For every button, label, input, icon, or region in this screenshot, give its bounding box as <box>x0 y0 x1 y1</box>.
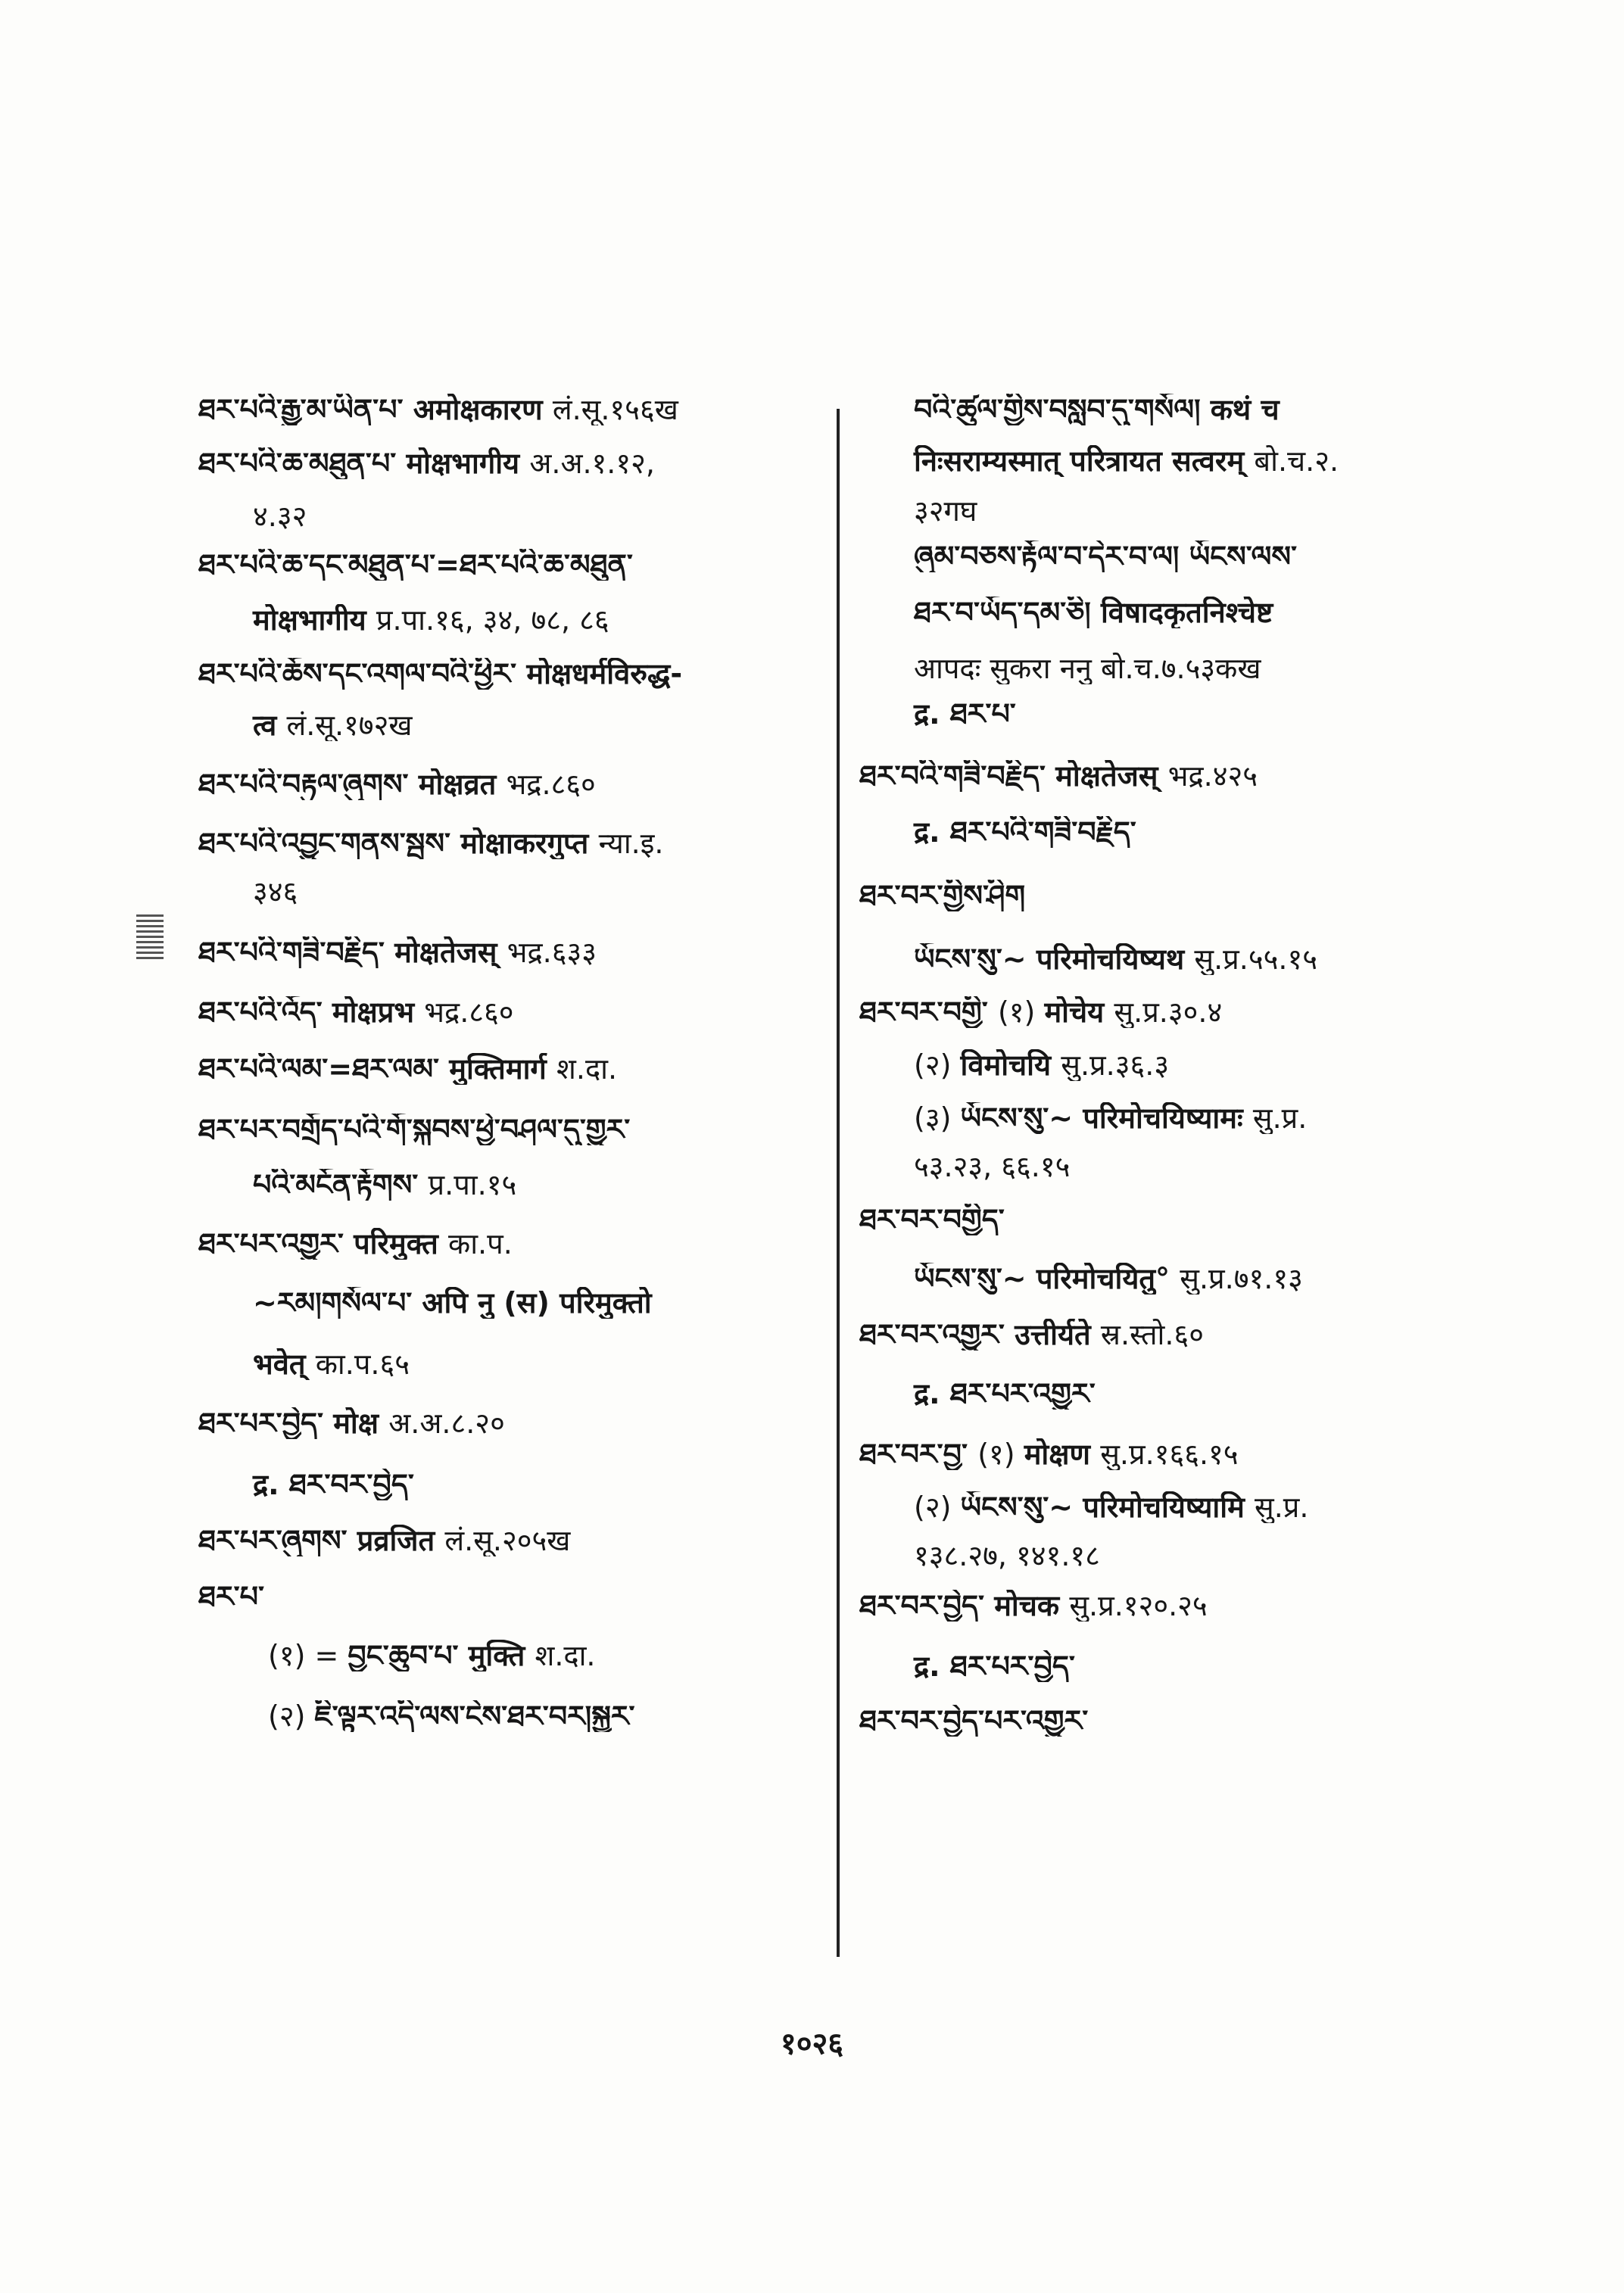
tibetan-term: ཐར་པའི་ཆ་མཐུན་པ་ <box>198 447 407 479</box>
dictionary-line <box>859 445 1473 477</box>
reference: सु.प्र.१६६.१५ <box>1100 1438 1239 1470</box>
dictionary-line <box>198 447 827 479</box>
tibetan-term: ཐར་བར་གྱིས་ཤིག <box>859 880 1026 911</box>
dictionary-line <box>198 1407 827 1439</box>
reference: ३२गघ <box>914 495 977 527</box>
dictionary-line <box>198 1469 827 1500</box>
dictionary-line <box>198 1114 827 1145</box>
dictionary-line <box>859 495 1473 527</box>
dictionary-line <box>859 1049 1473 1081</box>
sanskrit-gloss: परिमोचयिष्यामि <box>1083 1491 1255 1523</box>
reference: (१) <box>977 1438 1024 1470</box>
dictionary-line <box>859 880 1473 911</box>
sanskrit-gloss: परिमोचयिष्यथ <box>1036 943 1195 975</box>
tibetan-term: པའི་མངོན་རྟོགས་ <box>253 1169 429 1201</box>
cross-reference-label: द्र. <box>914 698 950 730</box>
sanskrit-gloss: कथं च <box>1210 394 1280 425</box>
column-divider <box>837 409 840 1957</box>
dictionary-line <box>859 760 1473 792</box>
dictionary-line <box>198 936 827 968</box>
dictionary-line <box>859 1102 1473 1134</box>
left-column <box>198 394 827 1732</box>
dictionary-line <box>859 1319 1473 1351</box>
reference: अ.अ.८.२० <box>388 1407 505 1439</box>
reference: (२) <box>914 1491 961 1523</box>
cross-reference-label: द्र. <box>914 1650 950 1682</box>
reference: लं.सू.१७२ख <box>286 709 413 741</box>
tibetan-term: ཡོངས་སུ་~ <box>960 1491 1083 1523</box>
sanskrit-gloss: मोक्ष <box>333 1407 389 1439</box>
sanskrit-gloss: परिमोचयिष्यामः <box>1083 1102 1253 1134</box>
tibetan-term: ཐར་པར་འགྱུར་ <box>949 1378 1096 1410</box>
dictionary-line <box>198 1348 827 1380</box>
sanskrit-gloss: उत्तीर्यते <box>1015 1319 1101 1351</box>
reference: (२) <box>914 1049 961 1081</box>
reference: का.प. <box>448 1228 513 1260</box>
reference: आपदः सुकरा ननु बो.च.७.५३कख <box>914 653 1261 684</box>
sanskrit-gloss: विषादकृतनिश्चेष्ट <box>1100 597 1273 628</box>
reference: लं.सू.१५६ख <box>552 394 678 425</box>
reference: (३) <box>914 1102 961 1134</box>
tibetan-term: ཐར་པར་བགྲོད་པའི་གོ་སྐབས་ཕྱེ་བཤལ་དུ་གྱུར་ <box>198 1114 631 1145</box>
reference: लं.सू.२०५ख <box>444 1525 571 1556</box>
reference: भद्र.८६० <box>424 996 514 1028</box>
tibetan-term: ཐར་བར་བྱེད་ <box>288 1469 414 1500</box>
dictionary-line <box>859 996 1473 1028</box>
dictionary-line <box>198 827 827 859</box>
dictionary-line <box>198 1169 827 1201</box>
reference: ४.३२ <box>253 500 307 532</box>
dictionary-line <box>198 1700 827 1732</box>
reference: सु.प्र. <box>1255 1491 1309 1523</box>
dictionary-line <box>198 709 827 741</box>
sanskrit-gloss: मोक्षभागीय <box>253 604 376 636</box>
sanskrit-gloss: मुक्ति <box>468 1640 535 1671</box>
sanskrit-gloss: प्रव्रजित <box>357 1525 445 1556</box>
reference: भद्र.८६० <box>506 768 596 800</box>
dictionary-line <box>198 549 827 581</box>
sanskrit-gloss: मोक्षतेजस् <box>1055 760 1168 792</box>
reference: (१) <box>997 996 1045 1028</box>
dictionary-line <box>859 943 1473 975</box>
dictionary-line <box>859 1378 1473 1410</box>
tibetan-term: ཐར་པར་བྱེད་ <box>949 1650 1075 1682</box>
dictionary-line <box>859 1540 1473 1572</box>
reference: श.दा. <box>535 1640 596 1671</box>
sanskrit-gloss: मोक्षतेजस् <box>394 936 507 968</box>
dictionary-line <box>859 653 1473 684</box>
reference: का.प.६५ <box>315 1348 410 1380</box>
reference: भद्र.६३३ <box>507 936 597 968</box>
dictionary-line <box>859 1438 1473 1470</box>
sanskrit-gloss: मोक्षव्रत <box>418 768 507 800</box>
reference: अ.अ.१.१२, <box>529 447 655 479</box>
tibetan-term: ཐར་པར་ཞུགས་ <box>198 1525 357 1556</box>
tibetan-term: བྱང་ཆུབ་པ་ <box>348 1640 469 1671</box>
tibetan-term: ཐར་པའི་ལམ་=ཐར་ལམ་ <box>198 1053 450 1085</box>
reference: बो.च.२. <box>1254 445 1339 477</box>
tibetan-term: ཐར་པར་བྱེད་ <box>198 1407 334 1439</box>
dictionary-line <box>198 658 827 690</box>
sanskrit-gloss: मोचक <box>994 1590 1070 1622</box>
sanskrit-gloss: मोक्षप्रभ <box>332 996 425 1028</box>
sanskrit-gloss: अपि नु (स) परिमुक्तो <box>422 1287 652 1319</box>
sanskrit-gloss: मोचेय <box>1044 996 1114 1028</box>
dictionary-line <box>198 500 827 532</box>
tibetan-term: ཐར་པའི་ཆོས་དང་འགལ་བའི་ཕྱིར་ <box>198 658 527 690</box>
tibetan-term: བའི་ཚུལ་གྱིས་བསླབ་དུ་གསོལ། <box>914 394 1211 425</box>
dictionary-line <box>198 1228 827 1260</box>
tibetan-term: ཐར་བའི་གཟི་བརྗིད་ <box>859 760 1056 792</box>
dictionary-line <box>198 1525 827 1556</box>
reference: भद्र.४२५ <box>1167 760 1258 792</box>
sanskrit-gloss: परिमोचयितु° <box>1036 1263 1180 1294</box>
reference: सु.प्र.१२०.२५ <box>1069 1590 1208 1622</box>
tibetan-term: ཐར་པའི་གཟི་བརྗིད་ <box>949 816 1136 848</box>
tibetan-term: ཐར་བར་བྱེད་ <box>859 1590 995 1622</box>
sanskrit-gloss: मुक्तिमार्ग <box>449 1053 557 1085</box>
reference: (२) <box>268 1700 315 1732</box>
tibetan-term: ཡོངས་སུ་~ <box>914 1263 1036 1294</box>
tibetan-term: ཡོངས་སུ་~ <box>914 943 1036 975</box>
dictionary-line <box>859 1263 1473 1294</box>
cross-reference-label: द्र. <box>253 1469 289 1500</box>
sanskrit-gloss: मोक्षाकरगुप्त <box>460 827 599 859</box>
sanskrit-gloss: परिमुक्त <box>354 1228 449 1260</box>
reference: प्र.पा.१६, ३४, ७८, ८६ <box>376 604 609 636</box>
tibetan-term: ཐར་བར་བྱ་ <box>859 1438 978 1470</box>
margin-mark <box>136 914 164 960</box>
tibetan-term: ཐར་པ་ <box>949 698 1016 730</box>
dictionary-line <box>859 1204 1473 1235</box>
dictionary-line <box>198 1053 827 1085</box>
cross-reference-label: द्र. <box>914 1378 950 1410</box>
page-number: १०२६ <box>780 2027 844 2061</box>
tibetan-term: ཡོངས་སུ་~ <box>960 1102 1083 1134</box>
dictionary-line <box>859 541 1473 572</box>
sanskrit-gloss: मोक्षण <box>1024 1438 1101 1470</box>
reference: सु.प्र. <box>1252 1102 1308 1134</box>
dictionary-line <box>859 1151 1473 1182</box>
sanskrit-gloss: मोक्षभागीय <box>406 447 530 479</box>
reference: न्या.इ. <box>598 827 664 859</box>
reference: स्र.स्तो.६० <box>1100 1319 1204 1351</box>
dictionary-line <box>198 876 827 908</box>
tibetan-term: ཇི་ལྟར་འདི་ལས་ངེས་ཐར་བར།སྐྱུར་ <box>314 1700 635 1732</box>
reference: ५३.२३, ६६.१५ <box>914 1151 1071 1182</box>
dictionary-line <box>198 604 827 636</box>
reference: १३८.२७, १४१.१८ <box>914 1540 1100 1572</box>
dictionary-line <box>859 816 1473 848</box>
sanskrit-gloss: भवेत् <box>253 1348 316 1380</box>
right-column <box>859 394 1473 1737</box>
dictionary-line <box>198 1287 827 1319</box>
dictionary-line <box>859 698 1473 730</box>
dictionary-line <box>859 1491 1473 1523</box>
reference: सु.प्र.५५.१५ <box>1194 943 1317 975</box>
tibetan-term: ཐར་བར་འགྱུར་ <box>859 1319 1015 1351</box>
cross-reference-label: द्र. <box>914 816 950 848</box>
sanskrit-gloss: निःसराम्यस्मात् परित्रायत सत्वरम् <box>914 445 1255 477</box>
reference: ३४६ <box>253 876 298 908</box>
tibetan-term: ཐར་པའི་རྒྱུ་མ་ཡིན་པ་ <box>198 394 413 425</box>
reference: सु.प्र.३०.४ <box>1114 996 1223 1028</box>
reference: प्र.पा.१५ <box>428 1169 517 1201</box>
tibetan-term: ཐར་པའི་འབྱུང་གནས་སྦས་ <box>198 827 461 859</box>
reference: श.दा. <box>556 1053 618 1085</box>
reference: सु.प्र.७१.१३ <box>1180 1263 1303 1294</box>
dictionary-line <box>859 1705 1473 1737</box>
dictionary-line <box>198 768 827 800</box>
dictionary-line <box>859 597 1473 628</box>
tibetan-term: ཞུམ་བཅས་རྟོལ་བ་དེར་བ་ལ། ཡོངས་ལས་ <box>914 541 1298 572</box>
tibetan-term: ཐར་པའི་འོད་ <box>198 996 332 1028</box>
dictionary-line <box>859 1590 1473 1622</box>
tibetan-term: ཐར་བར་བྱེད་པར་འགྱུར་ <box>859 1705 1089 1737</box>
tibetan-term: ~རམ།གསོལ་པ་ <box>253 1287 422 1319</box>
tibetan-term: ཐར་བ་ཡོད་དམ་ཅི། <box>914 597 1101 628</box>
dictionary-line <box>859 1650 1473 1682</box>
dictionary-line <box>198 996 827 1028</box>
dictionary-line <box>198 1581 827 1612</box>
sanskrit-gloss: त्व <box>253 709 287 741</box>
tibetan-term: ཐར་པའི་ཆ་དང་མཐུན་པ་=ཐར་པའི་ཆ་མཐུན་ <box>198 549 633 581</box>
dictionary-line <box>198 394 827 425</box>
tibetan-term: ཐར་པའི་གཟི་བརྗིད་ <box>198 936 395 968</box>
sanskrit-gloss: मोक्षधर्मविरुद्ध- <box>526 658 683 690</box>
reference: सु.प्र.३६.३ <box>1061 1049 1170 1081</box>
reference: (१) = <box>268 1640 348 1671</box>
sanskrit-gloss: अमोक्षकारण <box>413 394 553 425</box>
tibetan-term: ཐར་པར་འགྱུར་ <box>198 1228 354 1260</box>
sanskrit-gloss: विमोचयि <box>960 1049 1061 1081</box>
tibetan-term: ཐར་པའི་བརྟུལ་ཞུགས་ <box>198 768 419 800</box>
tibetan-term: ཐར་བར་བགྱིད་ <box>859 1204 1005 1235</box>
dictionary-line <box>859 394 1473 425</box>
tibetan-term: ཐར་པ་ <box>198 1581 264 1612</box>
dictionary-line <box>198 1640 827 1671</box>
tibetan-term: ཐར་བར་བགྱི་ <box>859 996 998 1028</box>
